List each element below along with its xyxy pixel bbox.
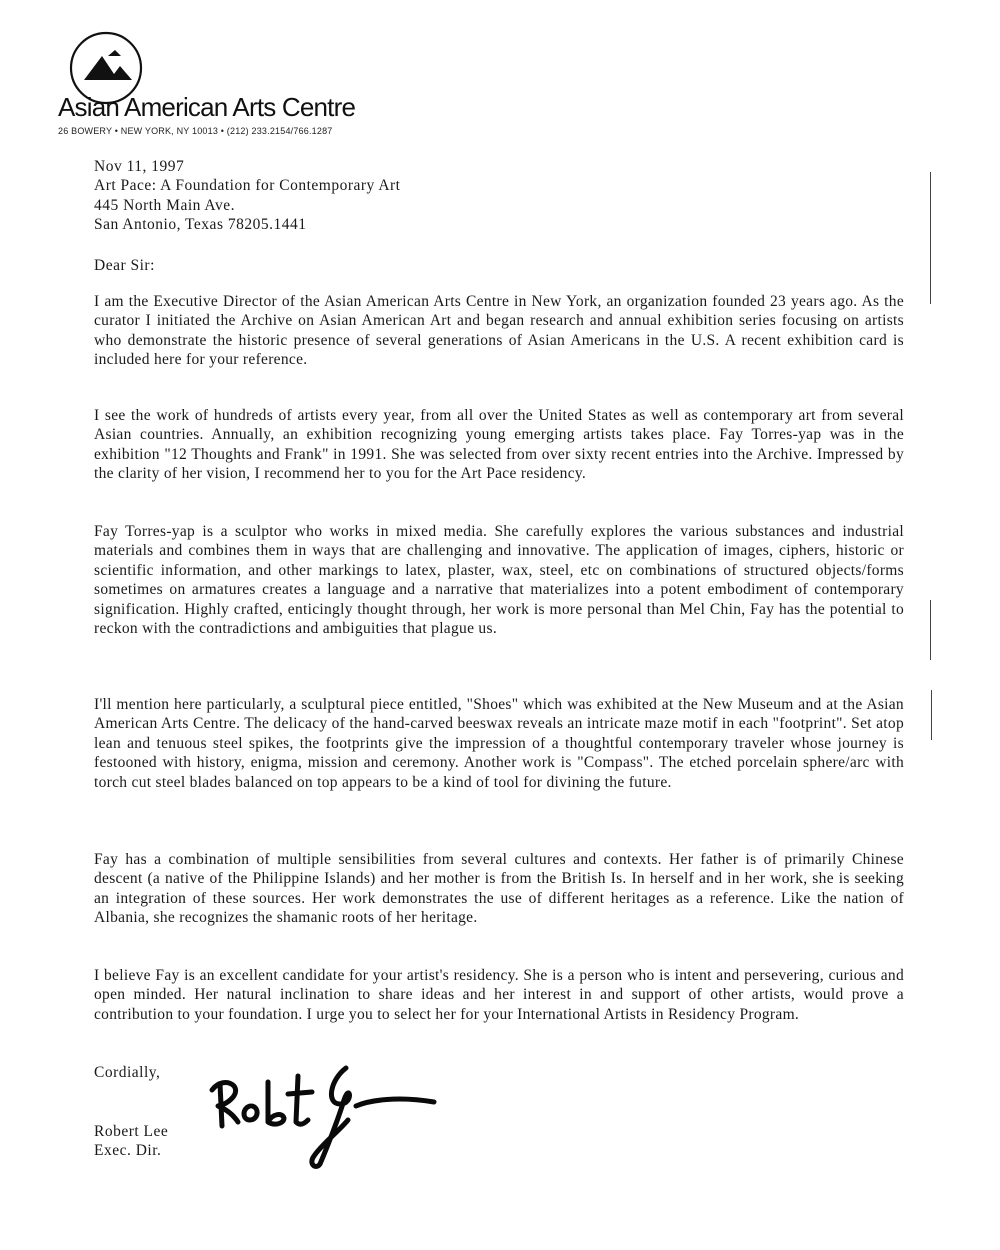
recipient-name: Art Pace: A Foundation for Contemporary Art	[94, 177, 401, 195]
paragraph-5	[94, 850, 904, 928]
scan-artifact	[930, 600, 931, 660]
paragraph-text: I am the Executive Director of the Asian American Arts Centre in New York, an organization founded 23 years ago. As the curator I initiated the Archive on Asian American Art and began research and annual exhibition series focusing on artists who demonstrate the historic presence of several generations of Asian Americans in the U.S. A recent exhibition card is included here for your reference.	[94, 293, 904, 369]
paragraph-4	[94, 695, 904, 792]
scan-artifact	[930, 172, 931, 304]
signer-name: Robert Lee	[94, 1123, 169, 1140]
paragraph-text: I see the work of hundreds of artists every year, from all over the United States as well as contemporary art from several Asian countries. Annually, an exhibition recognizing young emerging artists takes place. Fay Torres-yap was in the exhibition "12 Thoughts and Frank" in 1991. She was selected from over sixty recent entries into the Archive. Impressed by the clarity of her vision, I recommend her to you for the Art Pace residency.	[94, 407, 904, 483]
paragraph-3	[94, 522, 904, 638]
organization-name: Asian American Arts Centre	[58, 92, 356, 122]
handwritten-signature	[198, 1060, 448, 1175]
organization-address: 26 BOWERY • NEW YORK, NY 10013 • (212) 233.2154/766.1287	[58, 126, 333, 136]
scan-artifact	[931, 690, 932, 740]
closing: Cordially,	[94, 1064, 161, 1081]
signer-block	[94, 1122, 168, 1161]
paragraph-text: I'll mention here particularly, a sculptural piece entitled, "Shoes" which was exhibited at the New Museum and at the Asian American Arts Centre. The delicacy of the hand-carved beeswax reveals an intricate maze motif in each "footprint". Set atop lean and tenuous steel spikes, the footprints give the impression of a thoughtful contemporary traveler whose journey is festooned with history, enigma, mission and ceremony. Another work is "Compass". The etched porcelain sphere/arc with torch cut steel blades balanced on top appears to be a kind of tool for divining the future.	[94, 696, 904, 791]
paragraph-1	[94, 292, 904, 370]
recipient-block	[94, 157, 401, 235]
paragraph-text: Fay Torres-yap is a sculptor who works in mixed media. She carefully explores the various substances and industrial materials and combines them in ways that are challenging and innovative. The application of images, ciphers, historic or scientific information, and other markings to latex, plaster, wax, steel, etc on combinations of structured objects/forms sometimes on armatures creates a language and a narrative that materializes into a potent embodiment of contemporary signification. Highly crafted, enticingly thought through, her work is more personal than Mel Chin, Fay has the potential to reckon with the contradictions and ambiguities that plague us.	[94, 523, 904, 638]
paragraph-6	[94, 966, 904, 1024]
paragraph-2	[94, 406, 904, 484]
letter-date: Nov 11, 1997	[94, 158, 185, 175]
signer-title: Exec. Dir.	[94, 1142, 162, 1160]
salutation: Dear Sir:	[94, 257, 155, 274]
recipient-city: San Antonio, Texas 78205.1441	[94, 216, 307, 234]
paragraph-text: I believe Fay is an excellent candidate for your artist's residency. She is a person who is intent and persevering, curious and open minded. Her natural inclination to share ideas and her interest in and support of other artists, would prove a contribution to your foundation. I urge you to select her for your International Artists in Residency Program.	[94, 967, 904, 1023]
paragraph-text: Fay has a combination of multiple sensibilities from several cultures and contexts. Her father is of primarily Chinese descent (a native of the Philippine Islands) and her mother is from the British Is. In herself and in her work, she is seeking an integration of these sources. Her work demonstrates the use of different heritages as a reference. Like the nation of Albania, she recognizes the shamanic roots of her heritage.	[94, 851, 904, 927]
recipient-street: 445 North Main Ave.	[94, 196, 235, 214]
